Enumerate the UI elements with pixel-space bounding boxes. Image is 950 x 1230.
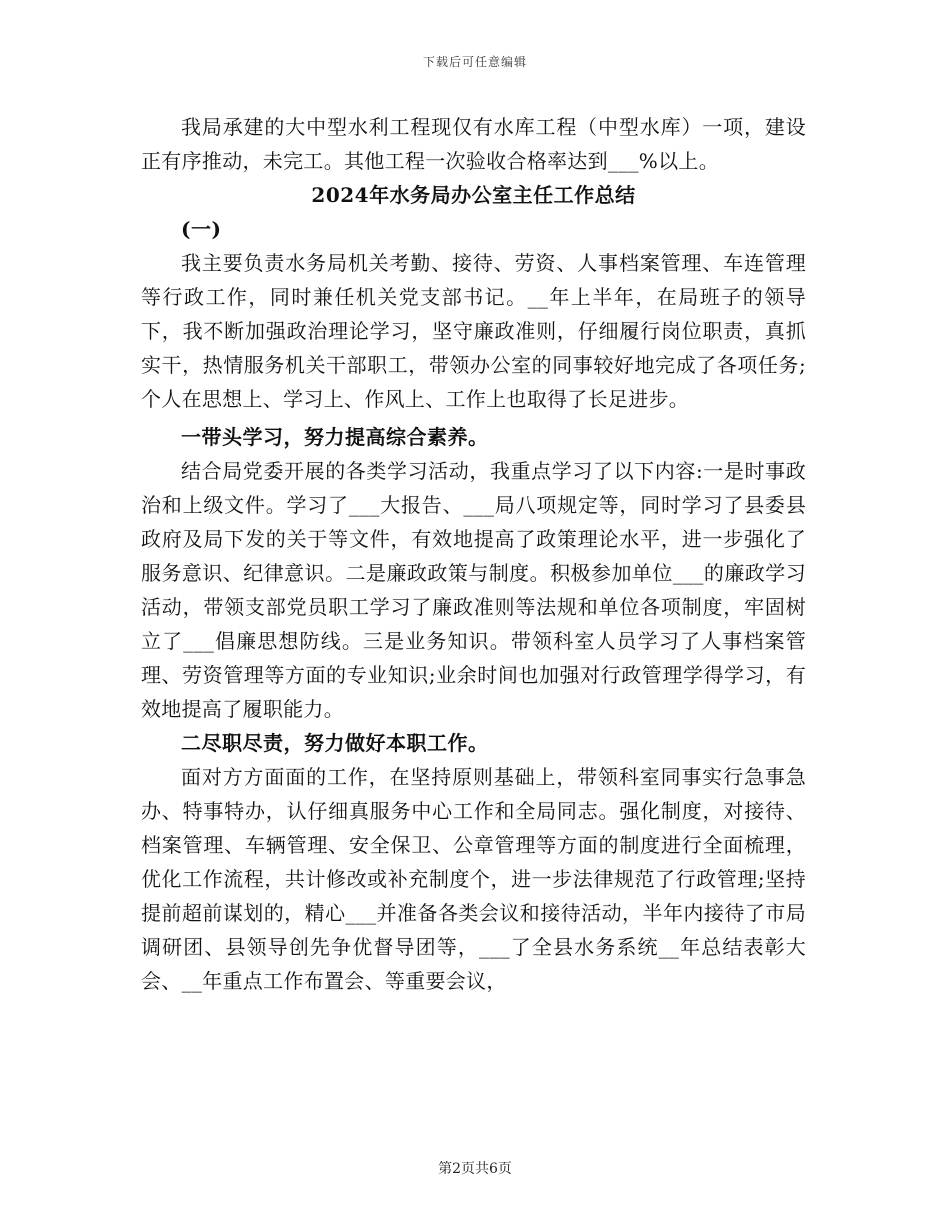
paragraph-1: 我主要负责水务局机关考勤、接待、劳资、人事档案管理、车连管理等行政工作，同时兼任机关党支部书记。__年上半年，在局班子的领导下，我不断加强政治理论学习，坚守廉政准则，仔细履行岗位职责，真抓实干，热情服务机关干部职工，带领办公室的同事较好地完成了各项任务;个人在思想上、学习上、作风上、工作上也取得了长足进步。 <box>141 251 806 411</box>
paragraph-3: 面对方方面面的工作，在坚持原则基础上，带领科室同事实行急事急办、特事特办，认仔细真服务中心工作和全局同志。强化制度，对接待、档案管理、车辆管理、安全保卫、公章管理等方面的制度进行全面梳理，优化工作流程，共计修改或补充制度个，进一步法律规范了行政管理;坚持提前超前谋划的，精心___并准备各类会议和接待活动，半年内接待了市局调研团、县领导创先争优督导团等，___了全县水务系统__年总结表彰大会、__年重点工作布置会、等重要会议， <box>141 765 806 993</box>
section-heading-1: 一带头学习，努力提高综合素养。 <box>181 425 489 449</box>
section-marker: (一) <box>181 217 222 241</box>
document-title: 2024年水务局办公室主任工作总结 <box>311 183 636 207</box>
document-body <box>141 110 806 998</box>
page-header-note: 下载后可任意编辑 <box>422 55 527 69</box>
page-number: 第2页共6页 <box>438 1161 512 1177</box>
intro-paragraph: 我局承建的大中型水利工程现仅有水库工程（中型水库）一项，建设正有序推动，未完工。其他工程一次验收合格率达到___%以上。 <box>141 115 806 173</box>
paragraph-2: 结合局党委开展的各类学习活动，我重点学习了以下内容:一是时事政治和上级文件。学习了___大报告、___局八项规定等，同时学习了县委县政府及局下发的关于等文件，有效地提高了政策理论水平，进一步强化了服务意识、纪律意识。二是廉政政策与制度。积极参加单位___的廉政学习活动，带领支部党员职工学习了廉政准则等法规和单位各项制度，牢固树立了___倡廉思想防线。三是业务知识。带领科室人员学习了人事档案管理、劳资管理等方面的专业知识;业余时间也加强对行政管理学得学习，有效地提高了履职能力。 <box>141 459 806 721</box>
section-heading-2: 二尽职尽责，努力做好本职工作。 <box>181 731 489 755</box>
